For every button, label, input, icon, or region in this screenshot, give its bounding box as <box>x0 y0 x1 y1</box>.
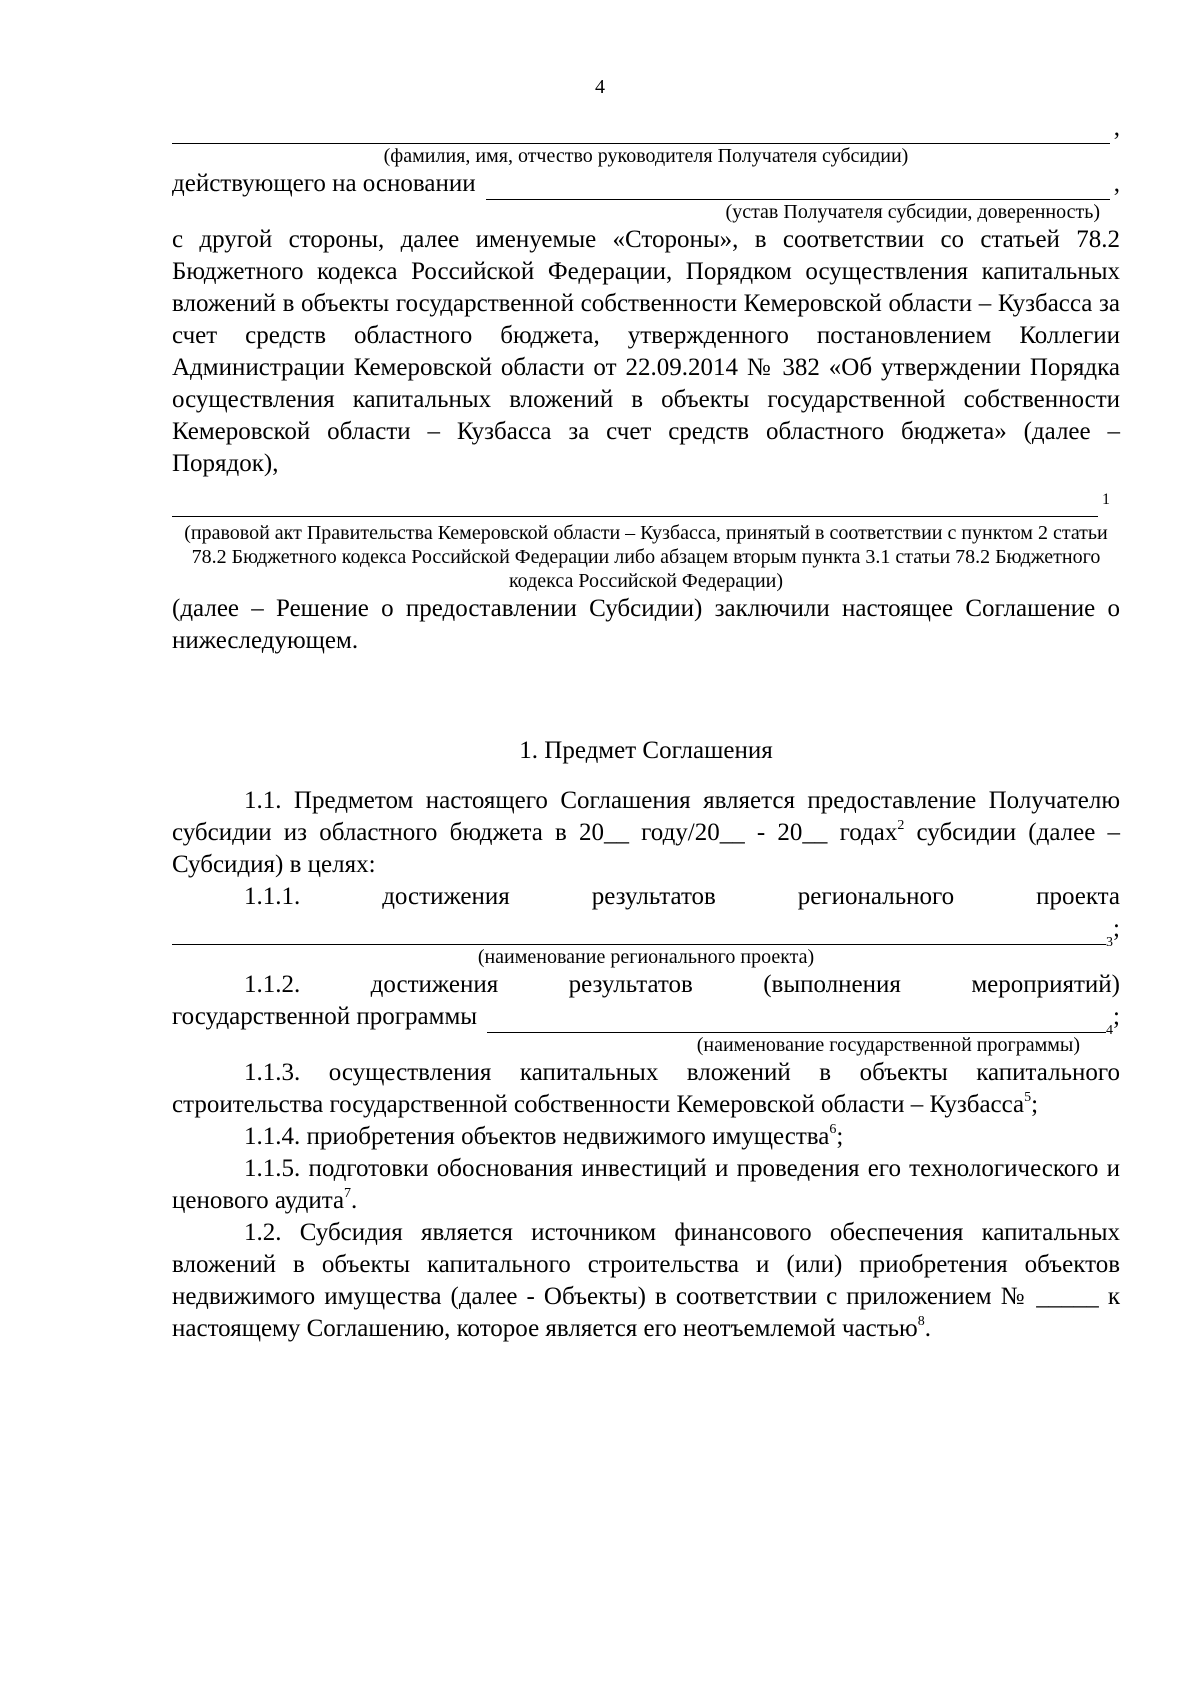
program-end: ; <box>1113 1003 1120 1030</box>
program-label: государственной программы <box>172 1003 478 1030</box>
regional-project-caption: (наименование регионального проекта) <box>477 946 815 968</box>
fio-caption: (фамилия, имя, отчество руководителя Получателя субсидии) <box>383 145 909 167</box>
program-line: государственной программы $^4$ ; <box>172 1003 1120 1038</box>
acting-label: действующего на основании <box>172 170 476 197</box>
clause-1-1-text: 1.1. Предметом настоящего Соглашения является предоставление Получателю субсидии из областного бюджета в 20__ году/20__ - 20__ годах <box>172 787 1120 846</box>
regional-project-end: ; <box>1113 915 1120 942</box>
legal-act-blank[interactable] <box>172 486 1098 517</box>
footnote-ref-7: 7 <box>344 1185 352 1201</box>
basis-caption: (устав Получателя субсидии, доверенность) <box>725 201 1100 223</box>
legal-act-line <box>172 486 1120 517</box>
footnote-ref-6: 6 <box>829 1121 837 1137</box>
clause-1-2-text: 1.2. Субсидия является источником финансового обеспечения капитальных вложений в объекты капитального строительства и (или) приобретения объектов недвижимого имущества (далее - Объекты) в соответствии с приложением № _____ к настоящему Соглашению, которое является его неотъемлемой частью <box>172 1219 1120 1342</box>
fio-blank[interactable] <box>172 113 1110 144</box>
footnote-mark-1: 1 <box>1102 491 1110 508</box>
program-blank[interactable] <box>487 1002 1106 1033</box>
fio-line <box>172 112 1120 144</box>
document-body <box>172 112 1120 1345</box>
clause-1-1-1: 1.1.1. достижения результатов регионального проекта <box>244 883 1120 910</box>
footnote-ref-8: 8 <box>917 1313 925 1329</box>
footnote-ref-2: 2 <box>897 817 905 833</box>
fio-comma: , <box>1113 114 1120 141</box>
program-caption: (наименование государственной программы) <box>696 1034 1080 1056</box>
parties-paragraph: с другой стороны, далее именуемые «Стороны», в соответствии со статьей 78.2 Бюджетного кодекса Российской Федерации, Порядком осуществления капитальных вложений в объекты государственной собственности Кемеровской области – Кузбасса за счет средств областного бюджета, утвержденного постановлением Коллегии Администрации Кемеровской области от 22.09.2014 № 382 «Об утверждении Порядка осуществления капитальных вложений в объекты государственной собственности Кемеровской области – Кузбасса за счет средств областного бюджета» (далее – Порядок), <box>172 226 1120 477</box>
clause-1-2-end: . <box>924 1315 931 1342</box>
clause-1-1-5 <box>172 1153 1120 1217</box>
page-number: 4 <box>595 76 605 98</box>
decision-paragraph: (далее – Решение о предоставлении Субсидии) заключили настоящее Соглашение о нижеследующем. <box>172 595 1120 654</box>
clause-1-1 <box>172 785 1120 881</box>
section-1-title: 1. Предмет Соглашения <box>519 737 773 764</box>
footnote-ref-5: 5 <box>1024 1089 1032 1105</box>
clause-1-2 <box>172 1217 1120 1345</box>
clause-1-1-3-text: 1.1.3. осуществления капитальных вложений в объекты капитального строительства государственной собственности Кемеровской области – Кузбасса <box>172 1059 1120 1118</box>
clause-1-1-4-end: ; <box>836 1123 844 1150</box>
basis-blank[interactable] <box>486 169 1110 200</box>
basis-comma: , <box>1113 170 1120 197</box>
clause-1-1-2: 1.1.2. достижения результатов (выполнения мероприятий) <box>244 971 1120 998</box>
legal-act-caption: (правовой акт Правительства Кемеровской области – Кузбасса, принятый в соответствии с пунктом 2 статьи 78.2 Бюджетного кодекса Российской Федерации либо абзацем вторым пункта 3.1 статьи 78.2 Бюджетного кодекса Российской Федерации) <box>184 522 1108 592</box>
clause-1-1-4-text: 1.1.4. приобретения объектов недвижимого имущества <box>244 1123 830 1150</box>
clause-1-1-tail: субсидии (далее – Субсидия) в целях: <box>172 819 1121 878</box>
clause-1-1-3 <box>172 1057 1120 1121</box>
regional-project-line: $^3$ ; <box>172 913 1120 945</box>
clause-1-1-5-end: . <box>351 1187 358 1214</box>
clause-1-1-4 <box>172 1121 1120 1153</box>
basis-line <box>172 168 1120 200</box>
clause-1-1-5-text: 1.1.5. подготовки обоснования инвестиций и проведения его технологического и ценового аудита <box>172 1155 1120 1214</box>
clause-1-1-3-end: ; <box>1031 1091 1039 1118</box>
regional-project-blank[interactable] <box>172 914 1106 945</box>
